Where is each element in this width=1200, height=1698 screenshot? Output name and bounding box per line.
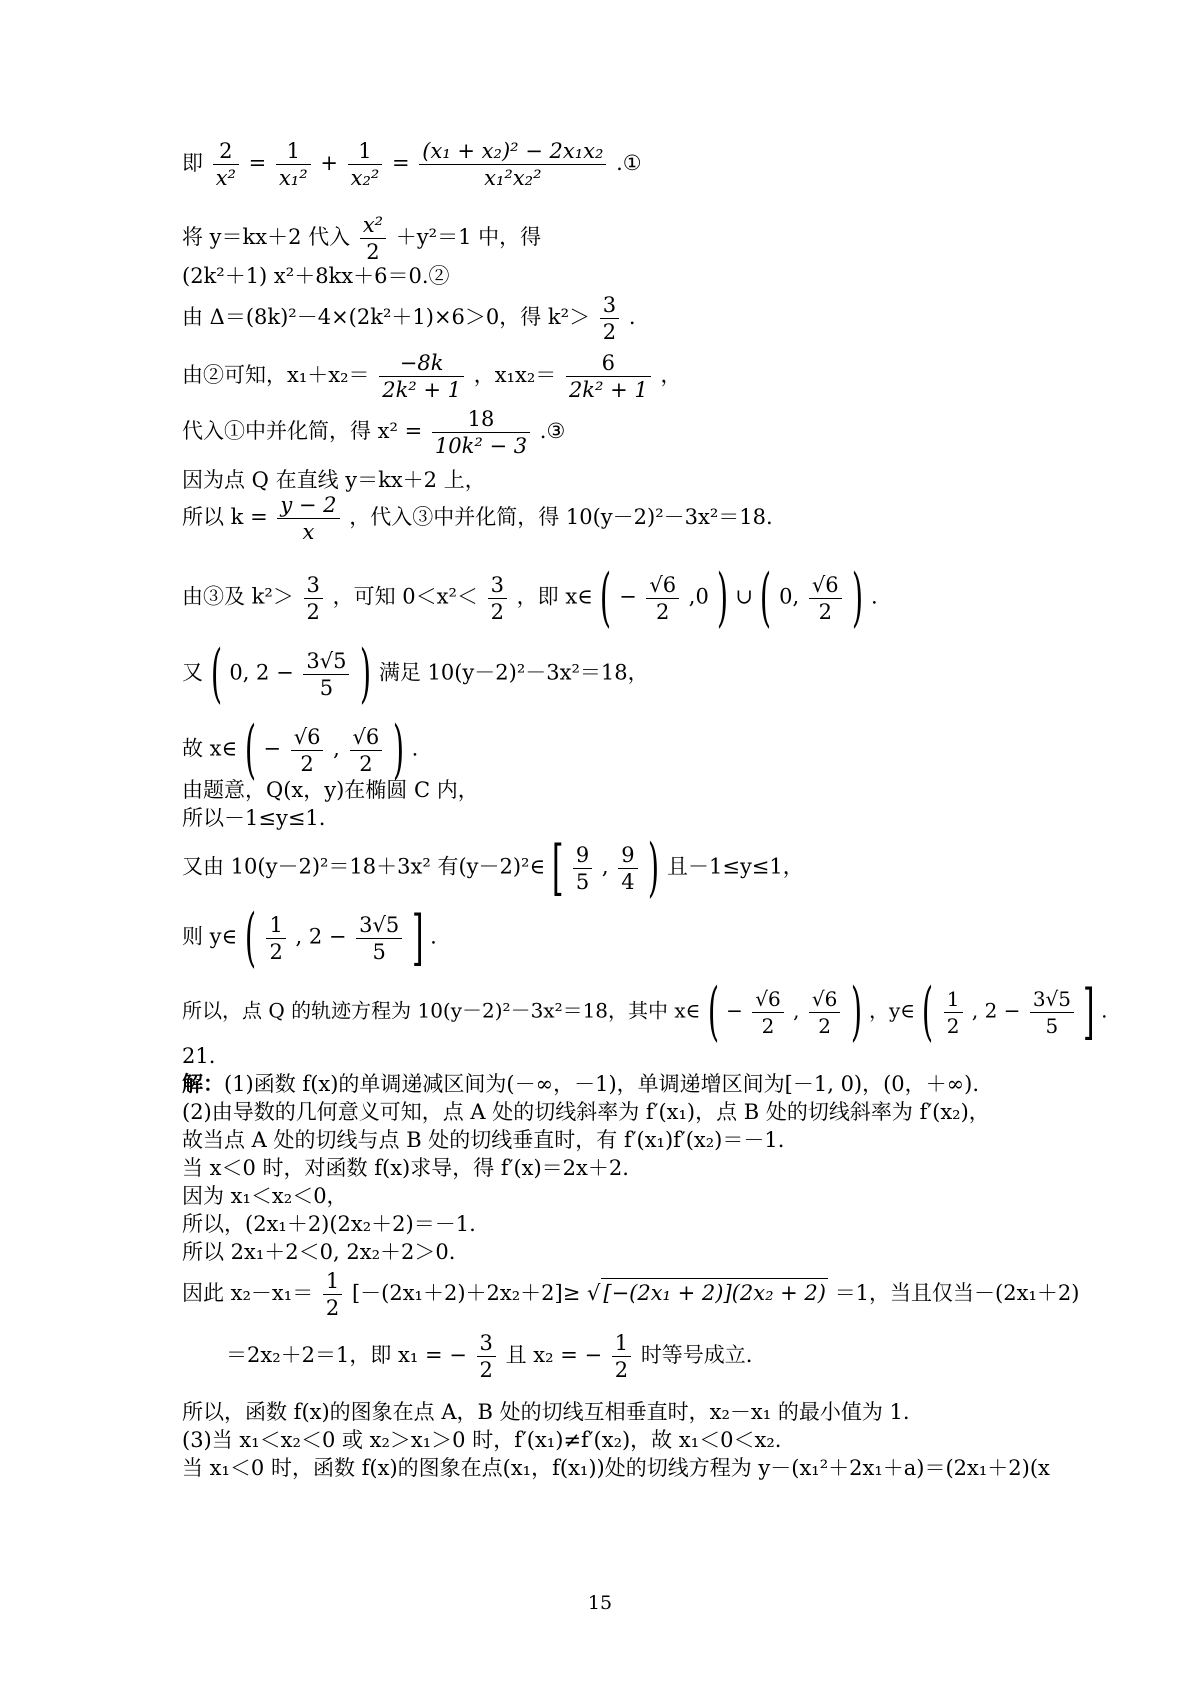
numerator: 3 [304, 572, 323, 599]
text: − [726, 998, 743, 1023]
fraction [323, 1268, 342, 1321]
fraction [360, 212, 386, 265]
denominator: 2 [366, 240, 380, 264]
fraction [350, 724, 383, 777]
text-line [182, 292, 1090, 345]
text: 0, [779, 584, 800, 609]
left-paren: ( [760, 561, 772, 635]
text: 又由 10(y－2)²＝18＋3x² 有(y－2)²∈ [182, 854, 546, 879]
text: − [619, 584, 637, 609]
fraction [213, 138, 239, 191]
right-paren: ) [852, 561, 864, 635]
right-paren: ) [392, 713, 405, 787]
numerator: x² [360, 212, 386, 239]
text: 时等号成立. [640, 1343, 753, 1367]
denominator: 2 [300, 751, 314, 776]
equation-3 [182, 406, 1090, 459]
text: , 2 − [971, 998, 1021, 1023]
denominator: 2 [602, 320, 617, 344]
numerator: √6 [291, 724, 324, 751]
fraction [566, 350, 651, 403]
equation-1 [182, 138, 1090, 191]
text: . [430, 924, 437, 949]
text: .③ [539, 419, 566, 443]
numerator: −8k [379, 350, 464, 377]
numerator: 3 [488, 572, 507, 599]
equation-2: (2k²＋1) x²＋8kx＋6＝0.② [182, 264, 450, 288]
numerator: 3√5 [303, 648, 349, 675]
fraction [1030, 986, 1074, 1039]
text-line [182, 637, 1090, 711]
text: ，可知 0＜x²＜ [332, 584, 478, 609]
left-paren: ( [210, 637, 222, 711]
text: ，y∈ [869, 998, 916, 1023]
fraction [573, 842, 592, 895]
text: (1)函数 f(x)的单调递减区间为(－∞，－1)，单调递增区间为[－1, 0)，(0，＋∞). [224, 1072, 980, 1096]
fraction [348, 138, 383, 191]
fraction [618, 842, 637, 895]
text: . [870, 584, 878, 609]
text: 则 y∈ [182, 924, 238, 949]
text: 将 y＝kx＋2 代入 [182, 225, 351, 249]
denominator: 5 [372, 939, 386, 964]
denominator: 2 [269, 939, 283, 964]
text: 且－1≤y≤1， [666, 854, 804, 879]
denominator: x₁² [278, 166, 308, 190]
fraction [356, 912, 402, 965]
text-line [182, 350, 1090, 403]
left-paren: ( [707, 975, 719, 1049]
left-paren: ( [244, 901, 256, 975]
text-line: 故当点 A 处的切线与点 B 处的切线垂直时，有 f′(x₁)f′(x₂)＝－1. [182, 1128, 785, 1152]
fraction [303, 648, 349, 701]
text: ＋y²＝1 中，得 [395, 225, 542, 249]
right-bracket: ] [411, 903, 424, 973]
text: 所以，点 Q 的轨迹方程为 10(y－2)²－3x²＝18，其中 x∈ [182, 998, 701, 1023]
denominator: 2 [818, 599, 832, 624]
fraction [488, 572, 507, 625]
text: . [411, 736, 419, 761]
denominator: 10k² − 3 [434, 434, 528, 458]
text: + [320, 151, 338, 175]
denominator: 2k² + 1 [382, 378, 462, 402]
text-line [182, 1268, 1090, 1321]
text: ∪ [735, 584, 753, 609]
text: ＝1，当且仅当－(2x₁＋2) [834, 1281, 1080, 1305]
right-bracket: ] [1083, 977, 1095, 1047]
text: 故 x∈ [182, 736, 238, 761]
text-line [182, 1070, 1090, 1098]
radicand: [−(2x₁ + 2)](2x₂ + 2) [601, 1278, 828, 1307]
text-line: 所以－1≤y≤1. [182, 806, 326, 830]
text: [－(2x₁＋2)＋2x₂＋2]≥ [351, 1281, 581, 1305]
numerator: √6 [350, 724, 383, 751]
fraction [612, 1330, 631, 1383]
left-paren: ( [244, 713, 256, 787]
text: 所以 k = [182, 505, 268, 529]
text: = [248, 151, 267, 175]
text: .① [616, 151, 642, 175]
text-line: 所以，(2x₁＋2)(2x₂＋2)＝－1. [182, 1212, 476, 1236]
numerator: 1 [266, 912, 285, 939]
numerator: √6 [752, 986, 783, 1013]
numerator: 1 [323, 1268, 342, 1295]
denominator: 2 [761, 1013, 775, 1038]
numerator: 3 [477, 1330, 496, 1357]
numerator: 3√5 [1030, 986, 1074, 1013]
text: 即 [182, 151, 203, 175]
denominator: 2 [656, 599, 670, 624]
denominator: 2 [306, 599, 320, 624]
fraction [304, 572, 323, 625]
right-paren: ) [648, 831, 660, 905]
denominator: x [302, 520, 315, 544]
denominator: 2k² + 1 [568, 378, 648, 402]
denominator: 2 [479, 1358, 493, 1382]
fraction [809, 986, 840, 1039]
text-line [226, 1330, 1090, 1383]
numerator: 1 [944, 986, 963, 1013]
left-bracket: [ [551, 833, 564, 903]
left-paren: ( [922, 975, 934, 1049]
numerator: √6 [646, 572, 679, 599]
denominator: 2 [818, 1013, 831, 1038]
denominator: 5 [1045, 1013, 1059, 1038]
text-line [182, 212, 1090, 265]
denominator: 2 [946, 1013, 960, 1038]
text: 0, 2 − [229, 660, 294, 685]
numerator: 1 [276, 138, 311, 165]
text-line: 当 x＜0 时，对函数 f(x)求导，得 f′(x)＝2x＋2. [182, 1156, 629, 1180]
text-line: 当 x₁＜0 时，函数 f(x)的图象在点(x₁，f(x₁))处的切线方程为 y－(x₁²＋2x₁＋a)＝(2x₁＋2)(x [182, 1456, 1050, 1480]
fraction [646, 572, 679, 625]
text: 由③及 k²＞ [182, 584, 294, 609]
text-line: (3)当 x₁＜x₂＜0 或 x₂＞x₁＞0 时，f′(x₁)≠f′(x₂)，故 x₁＜0＜x₂. [182, 1428, 782, 1452]
numerator: 1 [612, 1330, 631, 1357]
numerator: 9 [573, 842, 592, 869]
right-paren: ) [850, 975, 862, 1049]
text: , 2 − [295, 924, 347, 949]
text-line: (2)由导数的几何意义可知，点 A 处的切线斜率为 f′(x₁)，点 B 处的切线斜率为 f′(x₂)， [182, 1100, 990, 1124]
text-line: 所以 2x₁＋2＜0, 2x₂＋2＞0. [182, 1240, 456, 1264]
right-paren: ) [360, 637, 372, 711]
text: ，x₁x₂＝ [473, 363, 557, 387]
fraction [291, 724, 324, 777]
numerator: 2 [213, 138, 239, 165]
text: . [628, 305, 636, 329]
fraction [276, 138, 311, 191]
numerator: (x₁ + x₂)² − 2x₁x₂ [419, 138, 606, 165]
numerator: y − 2 [277, 492, 339, 519]
fraction [944, 986, 963, 1039]
problem-number: 21. [182, 1044, 216, 1068]
page-number: 15 [587, 1592, 613, 1614]
text: , [601, 854, 609, 879]
fraction [277, 492, 339, 545]
text: ,0 [688, 584, 709, 609]
denominator: x₂² [350, 166, 380, 190]
text: , [793, 998, 800, 1023]
text: = [391, 151, 410, 175]
text: 且 x₂ = − [505, 1343, 603, 1367]
text: 代入①中并化简，得 x² = [182, 419, 423, 443]
text: ， [660, 363, 682, 387]
text-line [182, 561, 1090, 635]
denominator: 2 [325, 1296, 340, 1320]
denominator: 5 [575, 869, 590, 894]
numerator: √6 [809, 986, 840, 1013]
text: 因此 x₂－x₁＝ [182, 1281, 314, 1305]
text: − [263, 736, 282, 761]
text: 满足 10(y－2)²－3x²＝18， [378, 660, 649, 685]
sqrt-sign: √ [586, 1281, 601, 1305]
text-line [182, 492, 1090, 545]
text-line: 因为 x₁＜x₂＜0， [182, 1184, 348, 1208]
fraction [809, 572, 842, 625]
numerator: 6 [566, 350, 651, 377]
text: ，即 x∈ [516, 584, 593, 609]
text-line [182, 831, 1090, 905]
fraction [432, 406, 530, 459]
numerator: √6 [809, 572, 842, 599]
numerator: 18 [432, 406, 530, 433]
denominator: 2 [359, 751, 373, 776]
text-line: 所以，函数 f(x)的图象在点 A，B 处的切线互相垂直时，x₂－x₁ 的最小值为 1. [182, 1400, 910, 1424]
text-line [182, 975, 1108, 1049]
text-line: 因为点 Q 在直线 y＝kx＋2 上， [182, 468, 486, 492]
fraction [600, 292, 619, 345]
numerator: 3√5 [356, 912, 402, 939]
text-line [182, 713, 1090, 787]
numerator: 9 [618, 842, 637, 869]
fraction [379, 350, 464, 403]
fraction [419, 138, 606, 191]
denominator: x² [215, 166, 236, 190]
fraction [477, 1330, 496, 1383]
text: ＝2x₂＋2＝1，即 x₁ = − [226, 1343, 467, 1367]
text: . [1101, 998, 1108, 1023]
left-paren: ( [600, 561, 612, 635]
denominator: 2 [490, 599, 504, 624]
denominator: x₁²x₂² [484, 166, 542, 190]
denominator: 2 [614, 1358, 629, 1382]
text: 又 [182, 660, 203, 685]
denominator: 4 [621, 869, 635, 894]
fraction [752, 986, 783, 1039]
text: ，代入③中并化简，得 10(y－2)²－3x²＝18. [349, 505, 773, 529]
text: , [333, 736, 340, 761]
text: 由②可知，x₁＋x₂＝ [182, 363, 370, 387]
text-line: 由题意，Q(x，y)在椭圆 C 内， [182, 778, 479, 802]
fraction [266, 912, 285, 965]
solution-label: 解： [182, 1071, 224, 1096]
text-line [182, 901, 1090, 975]
denominator: 5 [319, 675, 334, 700]
numerator: 1 [348, 138, 383, 165]
text: 由 Δ＝(8k)²－4×(2k²＋1)×6＞0，得 k²＞ [182, 305, 591, 329]
numerator: 3 [600, 292, 619, 319]
right-paren: ) [716, 561, 728, 635]
